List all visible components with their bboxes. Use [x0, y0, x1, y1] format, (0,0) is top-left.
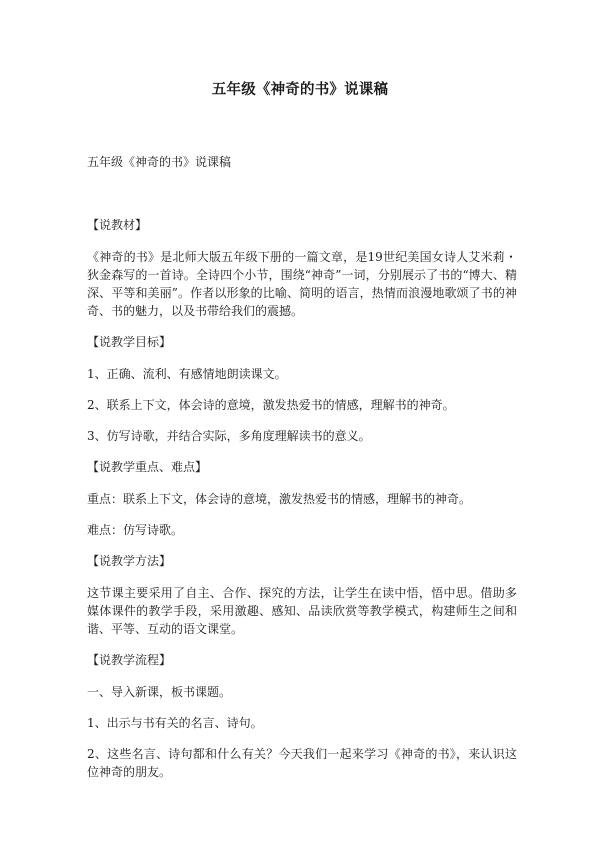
section-heading: 【说教学流程】: [87, 653, 172, 667]
section-heading: 【说教学方法】: [87, 554, 172, 568]
document-subtitle: 五年级《神奇的书》说课稿: [87, 155, 232, 169]
paragraph: 这节课主要采用了自主、合作、探究的方法，让学生在读中悟，悟中思。借助多媒体课件的教学手段，采用激趣、感知、品读欣赏等教学模式，构建师生之间和谐、平等、互动的语文课堂。: [87, 586, 517, 636]
document-body: [87, 216, 517, 794]
paragraph: 重点：联系上下文，体会诗的意境，激发热爱书的情感，理解书的神奇。: [87, 492, 472, 506]
paragraph: 2、联系上下文，体会诗的意境，激发热爱书的情感，理解书的神奇。: [87, 398, 455, 412]
paragraph: 1、正确、流利、有感情地朗读课文。: [87, 367, 287, 381]
paragraph: 1、出示与书有关的名言、诗句。: [87, 716, 263, 730]
section-heading: 【说教学重点、难点】: [87, 460, 208, 474]
paragraph: 2、这些名言、诗句都和什么有关？今天我们一起来学习《神奇的书》，来认识这位神奇的朋友。: [87, 747, 517, 779]
paragraph: 《神奇的书》是北师大版五年级下册的一篇文章，是19世纪美国女诗人艾米莉・狄金森写的一首诗。全诗四个小节，围绕“神奇”一词，分别展示了书的“博大、精深、平等和美丽”。作者以形象的比喻、简明的语言，热情而浪漫地歌颂了书的神奇、书的魅力，以及书带给我们的震撼。: [87, 250, 517, 318]
paragraph: 难点：仿写诗歌。: [87, 523, 184, 537]
section-heading: 【说教材】: [87, 218, 148, 232]
section-heading: 【说教学目标】: [87, 335, 172, 349]
paragraph: 一、导入新课，板书课题。: [87, 685, 232, 699]
document-title: 五年级《神奇的书》说课稿: [211, 82, 389, 98]
paragraph: 3、仿写诗歌，并结合实际，多角度理解读书的意义。: [87, 429, 371, 443]
